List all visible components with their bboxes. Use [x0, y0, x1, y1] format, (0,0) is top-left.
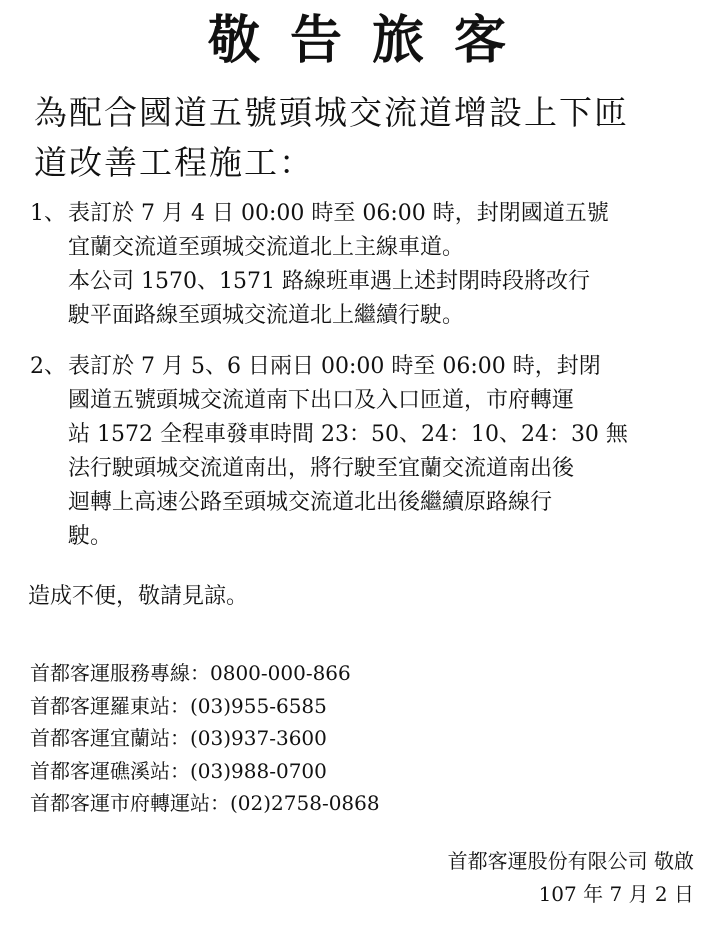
intro-line: 為配合國道五號頭城交流道增設上下匝 [34, 93, 629, 132]
closing-apology: 造成不便，敬請見諒。 [28, 584, 249, 609]
item-line: 迴轉上高速公路至頭城交流道北出後繼續原路線行 [68, 490, 553, 515]
item-line: 國道五號頭城交流道南下出口及入口匝道，市府轉運 [68, 388, 575, 413]
item-line: 表訂於 7 月 5、6 日兩日 00:00 時至 06:00 時，封閉 [68, 354, 601, 379]
item-body [68, 350, 710, 554]
item-number: 2、 [30, 354, 66, 379]
item-line: 表訂於 7 月 4 日 00:00 時至 06:00 時，封閉國道五號 [68, 201, 609, 226]
intro-paragraph [34, 88, 704, 188]
item-line: 宜蘭交流道至頭城交流道北上主線車道。 [68, 235, 465, 260]
signature-company: 首都客運股份有限公司 敬啟 [447, 849, 694, 873]
contact-hotline: 首都客運服務專線：0800-000-866 [30, 661, 351, 685]
item-line: 法行駛頭城交流道南出，將行駛至宜蘭交流道南出後 [68, 456, 575, 481]
item-number: 1、 [30, 201, 66, 226]
contact-luodong-station: 首都客運羅東站：(03)955-6585 [30, 693, 327, 718]
contact-yilan-station: 首都客運宜蘭站：(03)937-3600 [30, 726, 327, 750]
signature-block [448, 845, 694, 911]
contact-list [30, 657, 380, 820]
item-line: 站 1572 全程車發車時間 23：50、24：10、24：30 無 [68, 422, 628, 447]
notice-title: 敬告旅客 [207, 10, 536, 71]
item-line: 本公司 1570、1571 路線班車遇上述封閉時段將改行 [68, 269, 590, 294]
signature-date: 107 年 7 月 2 日 [538, 882, 694, 906]
notice-item-1 [30, 197, 710, 333]
notice-item-2 [30, 350, 710, 554]
item-body [68, 197, 710, 333]
item-line: 駛。 [68, 524, 113, 549]
item-line: 駛平面路線至頭城交流道北上繼續行駛。 [68, 303, 465, 328]
intro-line: 道改善工程施工： [34, 143, 314, 182]
contact-city-hall-station: 首都客運市府轉運站：(02)2758-0868 [30, 791, 380, 815]
contact-jiaoxi-station: 首都客運礁溪站：(03)988-0700 [30, 758, 327, 783]
